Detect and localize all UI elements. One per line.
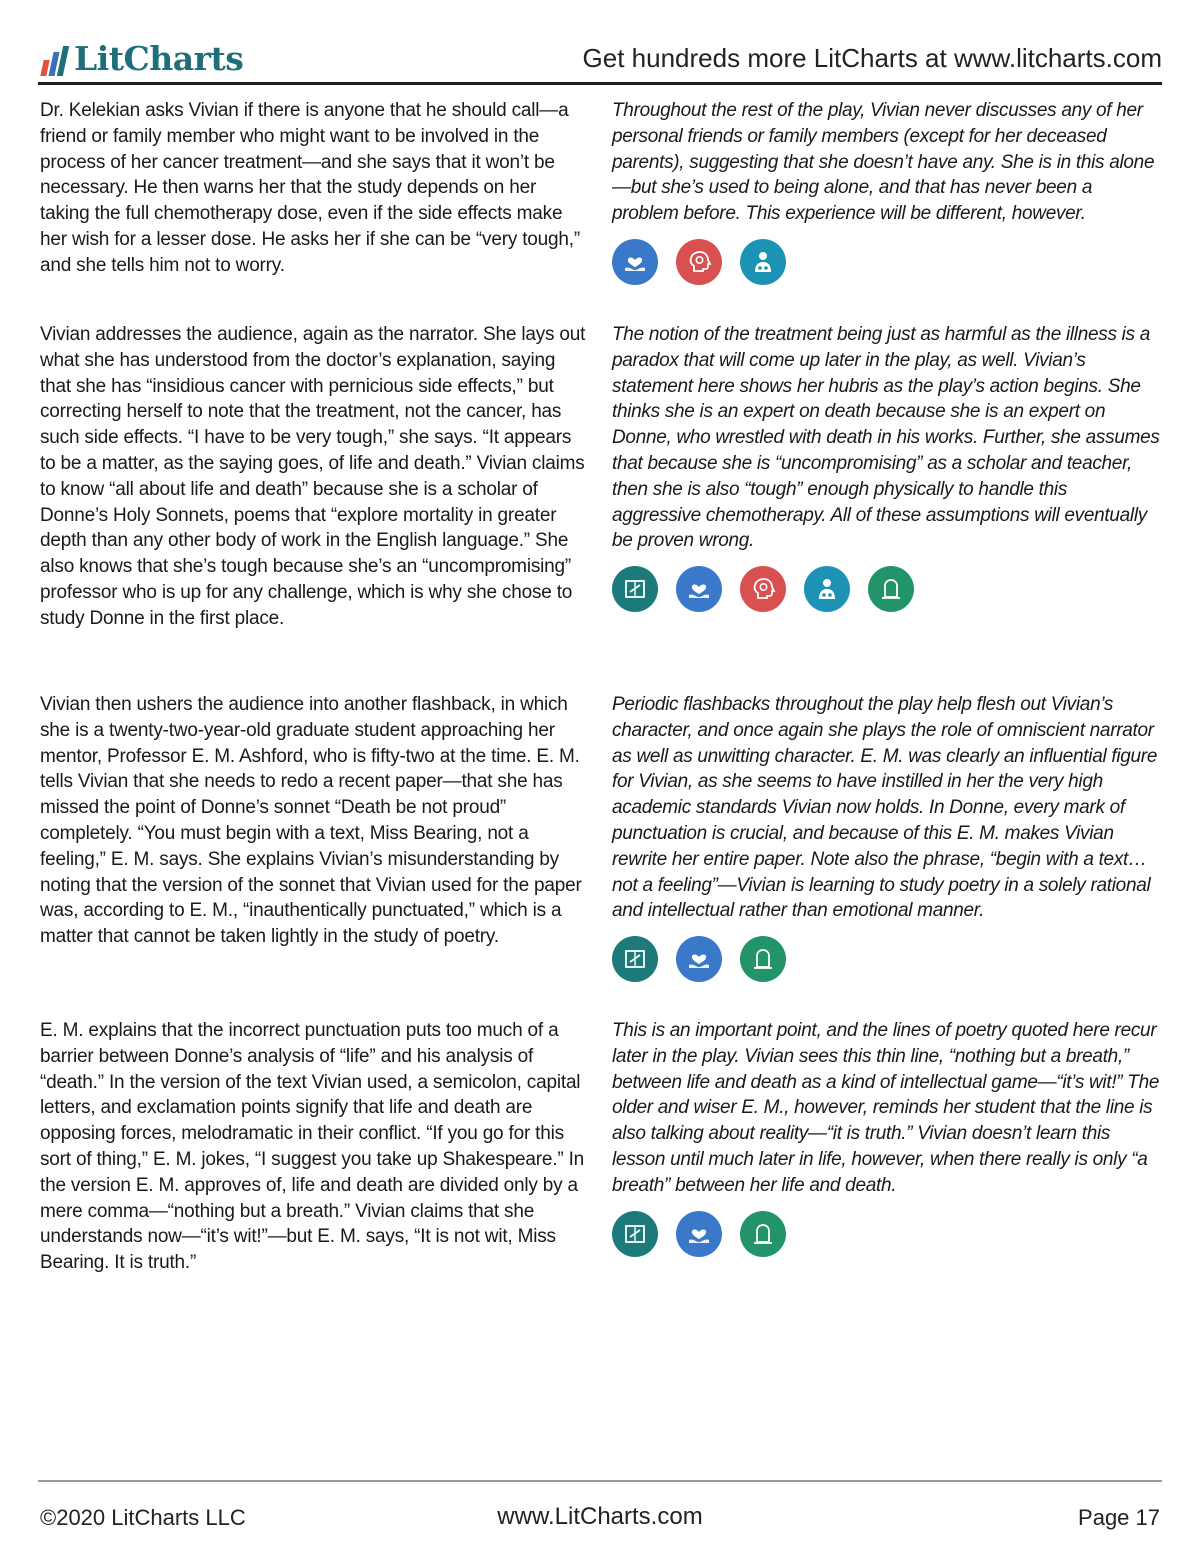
header-tagline[interactable]: Get hundreds more LitCharts at www.litcharts.com [582, 43, 1162, 73]
compassion-icon[interactable] [612, 239, 658, 285]
summary-text: E. M. explains that the incorrect punctuation puts too much of a barrier between Donne’s analysis of “life” and his analysis of “death.” In the version of the text Vivian used, a semicolon, capital letters, and exclamation points signify that life and death are opposing forces, melodramatic in their conflict. “If you go for this sort of thing,” E. M. jokes, “I suggest you take up Shakespeare.” In the version E. M. approves of, life and death are divided only by a mere comma—“nothing but a breath.” Vivian claims that she understands now—“it’s wit!”—but E. M. says, “It is not wit, Miss Bearing. It is truth.” [40, 1020, 585, 1274]
doctor-patient-icon[interactable] [804, 566, 850, 612]
footer-copyright: ©2020 LitCharts LLC [40, 1505, 246, 1530]
footer-page-number: Page 17 [1078, 1505, 1160, 1530]
analysis-text: Throughout the rest of the play, Vivian never discusses any of her personal friends or family members (except for her deceased parents), suggesting that she doesn’t have any. She is in this alone—but she’s used to being alone, and that has never been a problem before. This experience will be different, however. [612, 100, 1155, 225]
logo-text: LitCharts [74, 39, 244, 78]
gravestone-icon[interactable] [868, 566, 914, 612]
compassion-icon[interactable] [676, 936, 722, 982]
summary-text: Vivian then ushers the audience into another flashback, in which she is a twenty-two-year-old graduate student approaching her mentor, Professor E. M. Ashford, who is fifty-two at the time. E. M. tells Vivian that she needs to redo a recent paper—that she has missed the point of Donne’s sonnet “Death be not proud” completely. “You must begin with a text, Miss Bearing, not a feeling,” E. M. says. She explains Vivian’s misunderstanding by noting that the version of the sonnet that Vivian used for the paper was, according to E. M., “inauthentically punctuated,” which is a matter that cannot be taken lightly in the study of poetry. [40, 694, 582, 948]
logo-bars-icon [42, 46, 66, 76]
compassion-icon[interactable] [676, 1211, 722, 1257]
theme-icons [612, 1211, 1160, 1257]
mind-icon[interactable] [740, 566, 786, 612]
analysis-block [612, 1018, 1160, 1257]
analysis-block [612, 322, 1160, 612]
summary-text: Dr. Kelekian asks Vivian if there is anyone that he should call—a friend or family member who might want to be involved in the process of her cancer treatment—and she says that it won’t be necessary. He then warns her that the study depends on her taking the full chemotherapy dose, even if the side effects make her wish for a lesser dose. He asks her if she can be “very tough,” and she tells him not to worry. [40, 100, 580, 276]
mind-icon[interactable] [676, 239, 722, 285]
doctor-patient-icon[interactable] [740, 239, 786, 285]
footer-website-link[interactable]: www.LitCharts.com [497, 1503, 703, 1530]
litcharts-logo[interactable] [42, 36, 243, 76]
footer-divider [38, 1480, 1162, 1482]
book-icon[interactable] [612, 566, 658, 612]
book-icon[interactable] [612, 936, 658, 982]
analysis-block [612, 98, 1160, 285]
analysis-text: Periodic flashbacks throughout the play help flesh out Vivian’s character, and once again she plays the role of omniscient narrator as well as unwitting character. E. M. was clearly an influential figure for Vivian, as she seems to have instilled in her the very high academic standards Vivian now holds. In Donne, every mark of punctuation is crucial, and because of this E. M. makes Vivian rewrite her entire paper. Note also the phrase, “begin with a text…not a feeling”—Vivian is learning to study poetry in a solely rational and intellectual rather than emotional manner. [612, 694, 1158, 922]
gravestone-icon[interactable] [740, 936, 786, 982]
analysis-text: This is an important point, and the lines of poetry quoted here recur later in the play. Vivian sees this thin line, “nothing but a breath,” between life and death as a kind of intellectual game—“it’s wit!” The older and wiser E. M., however, reminds her student that the line is also talking about reality—“it is truth.” Vivian doesn’t learn this lesson until much later in life, however, when there really is only “a breath” between her life and death. [612, 1020, 1160, 1196]
summary-text: Vivian addresses the audience, again as the narrator. She lays out what she has understood from the doctor’s explanation, saying that she has “insidious cancer with pernicious side effects,” but correcting herself to note that the treatment, not the cancer, has such side effects. “I have to be very tough,” she says. “It appears to be a matter, as the saying goes, of life and death.” Vivian claims to know “all about life and death” because she is a scholar of Donne’s Holy Sonnets, poems that “explore mortality in greater depth than any other body of work in the English language.” She also knows that she’s tough because she’s an “uncompromising” professor who is up for any challenge, which is why she chose to study Donne in the first place. [40, 324, 586, 629]
theme-icons [612, 566, 1160, 612]
analysis-block [612, 692, 1160, 982]
theme-icons [612, 239, 1160, 285]
page-header [38, 30, 1162, 85]
compassion-icon[interactable] [676, 566, 722, 612]
analysis-text: The notion of the treatment being just as harmful as the illness is a paradox that will come up later in the play, as well. Vivian’s statement here shows her hubris as the play’s action begins. She thinks she is an expert on death because she is an expert on Donne, who wrestled with death in his works. Further, she assumes that because she is “uncompromising” as a scholar and teacher, then she is also “tough” enough physically to handle this aggressive chemotherapy. All of these assumptions will eventually be proven wrong. [612, 324, 1160, 552]
book-icon[interactable] [612, 1211, 658, 1257]
gravestone-icon[interactable] [740, 1211, 786, 1257]
theme-icons [612, 936, 1160, 982]
